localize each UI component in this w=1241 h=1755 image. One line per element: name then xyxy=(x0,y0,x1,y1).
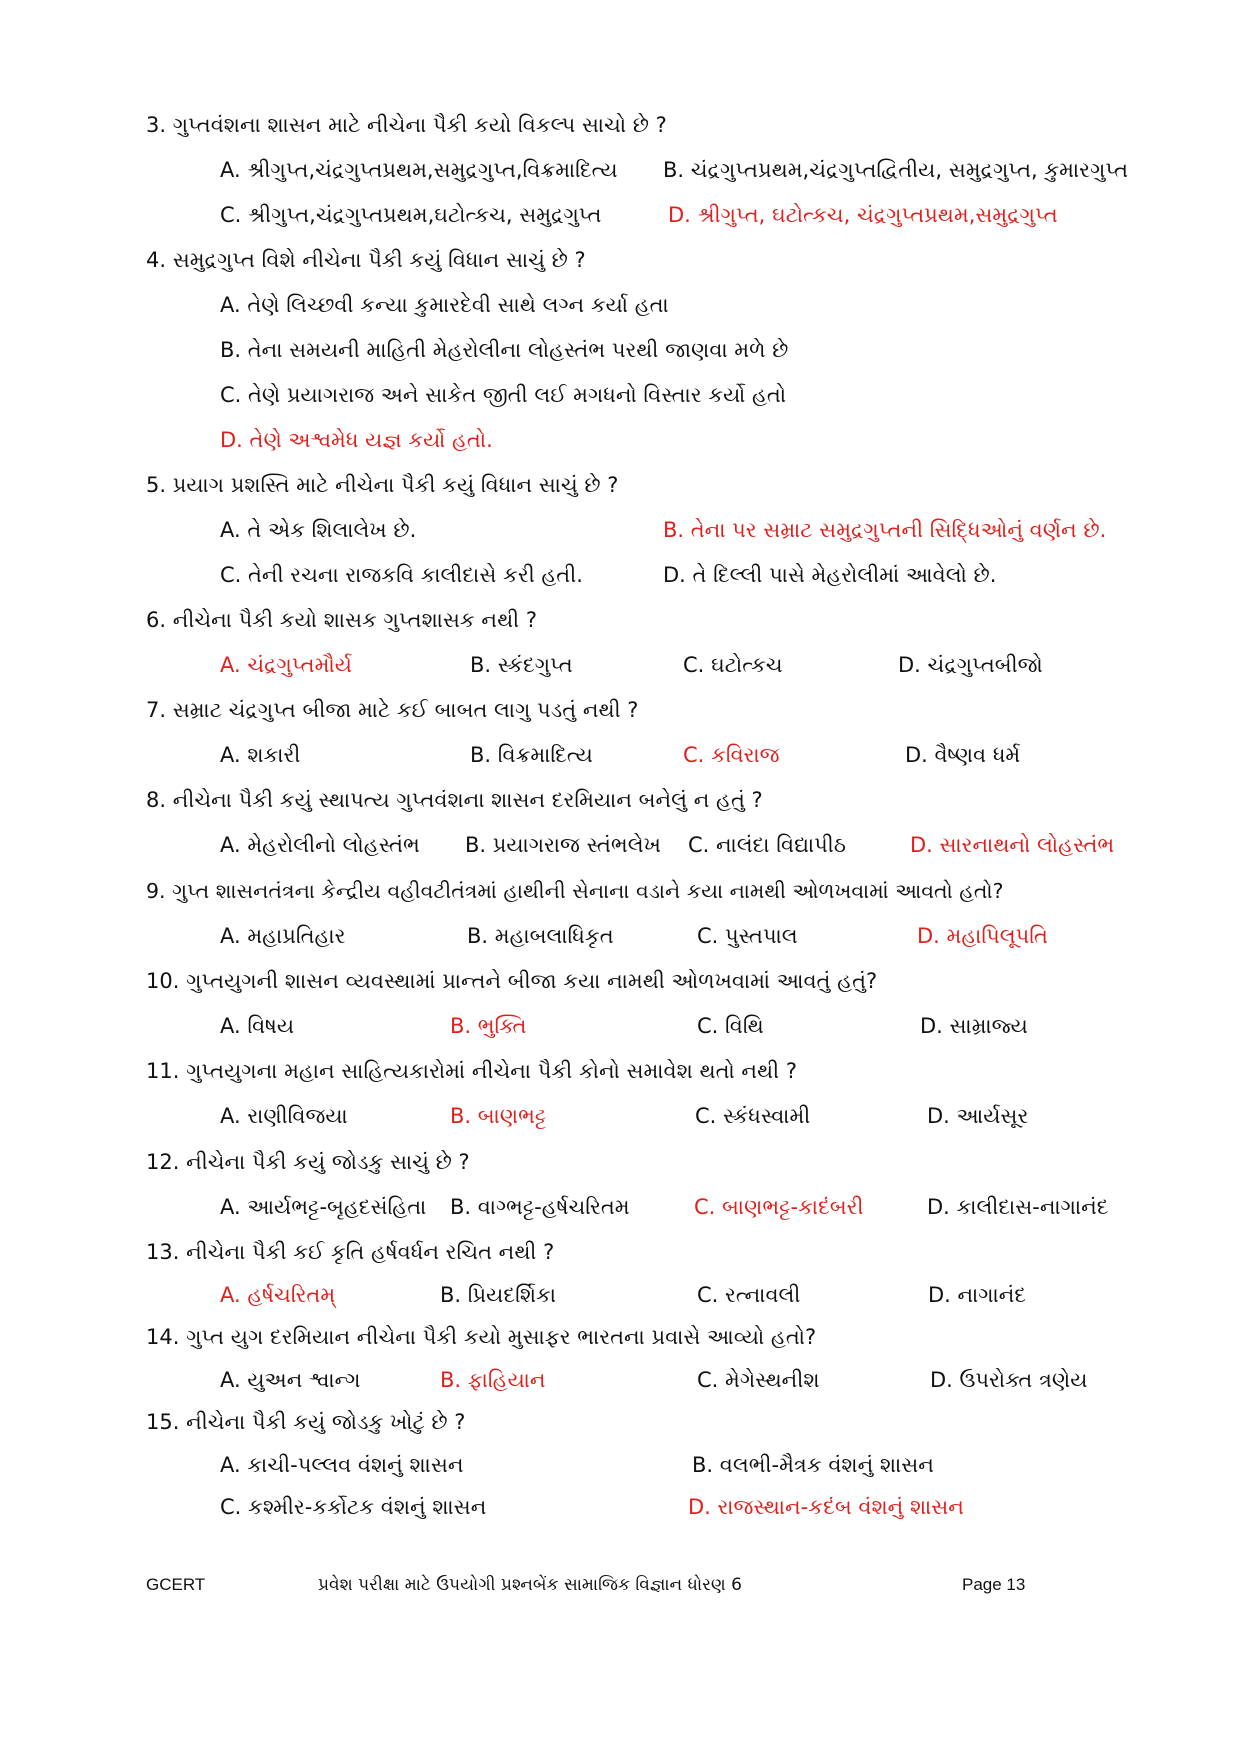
option-a: A. યુઅન શ્વાન્ગ xyxy=(220,1368,361,1392)
footer-page-number: Page 13 xyxy=(962,1575,1026,1594)
option-d: D. કાલીદાસ-નાગાનંદ xyxy=(927,1195,1109,1219)
question-text: 15. નીચેના પૈકી કયું જોડકુ ખોટું છે ? xyxy=(146,1410,466,1434)
option-d: D. નાગાનંદ xyxy=(928,1283,1027,1307)
option-d-correct: D. સારનાથનો લોહસ્તંભ xyxy=(910,833,1115,857)
option-a: A. શ્રીગુપ્ત,ચંદ્રગુપ્તપ્રથમ,સમુદ્રગુપ્ત,વિક્રમાદિત્ય xyxy=(220,158,618,182)
option-a: A. રાણીવિજયા xyxy=(220,1104,348,1128)
option-b: B. વિક્રમાદિત્ય xyxy=(470,743,593,767)
option-d: D. ચંદ્રગુપ્તબીજો xyxy=(898,653,1043,677)
option-a: A. વિષય xyxy=(220,1014,295,1038)
option-b-correct: B. ફાહિયાન xyxy=(440,1368,546,1392)
footer-title: પ્રવેશ પરીક્ષા માટે ઉપયોગી પ્રશ્નબેંક સામાજિક વિજ્ઞાન ધોરણ 6 xyxy=(318,1575,742,1595)
option-c: C. તેની રચના રાજકવિ કાલીદાસે કરી હતી. xyxy=(220,563,583,587)
option-c: C. પુસ્તપાલ xyxy=(697,924,798,948)
question-text: 14. ગુપ્ત યુગ દરમિયાન નીચેના પૈકી કયો મુસાફર ભારતના પ્રવાસે આવ્યો હતો? xyxy=(146,1325,817,1349)
option-c-correct: C. બાણભટ્ટ-કાદંબરી xyxy=(694,1195,864,1219)
option-d-correct: D. શ્રીગુપ્ત, ઘટોત્કચ, ચંદ્રગુપ્તપ્રથમ,સમુદ્રગુપ્ત xyxy=(668,203,1058,227)
option-b: B. પ્રિયદર્શિકા xyxy=(440,1283,556,1307)
option-c: C. રત્નાવલી xyxy=(697,1283,801,1307)
option-d: D. સામ્રાજ્ય xyxy=(920,1014,1028,1038)
option-b: B. ચંદ્રગુપ્તપ્રથમ,ચંદ્રગુપ્તદ્વિતીય, સમુદ્રગુપ્ત, કુમારગુપ્ત xyxy=(663,158,1129,182)
question-text: 4. સમુદ્રગુપ્ત વિશે નીચેના પૈકી કયું વિધાન સાચું છે ? xyxy=(146,248,586,272)
question-text: 3. ગુપ્તવંશના શાસન માટે નીચેના પૈકી કયો વિકલ્પ સાચો છે ? xyxy=(146,113,667,137)
option-b-correct: B. ભુક્તિ xyxy=(450,1014,527,1038)
question-text: 12. નીચેના પૈકી કયું જોડકુ સાચું છે ? xyxy=(146,1150,470,1174)
footer-publisher: GCERT xyxy=(146,1575,206,1594)
option-b-correct: B. બાણભટ્ટ xyxy=(450,1104,547,1128)
option-a: A. તેણે લિચ્છવી કન્યા કુમારદેવી સાથે લગ્ન કર્યા હતા xyxy=(220,293,669,317)
option-a: A. આર્યભટ્ટ-બૃહદસંહિતા xyxy=(220,1195,427,1219)
option-a: A. કાચી-પલ્લવ વંશનું શાસન xyxy=(220,1453,464,1477)
option-b: B. મહાબલાધિકૃત xyxy=(467,924,614,948)
option-c: C. ઘટોત્કચ xyxy=(683,653,783,677)
option-b: B. વલભી-મૈત્રક વંશનું શાસન xyxy=(692,1453,934,1477)
option-d: D. તે દિલ્લી પાસે મેહરોલીમાં આવેલો છે. xyxy=(663,563,997,587)
question-text: 7. સમ્રાટ ચંદ્રગુપ્ત બીજા માટે કઈ બાબત લાગુ પડતું નથી ? xyxy=(146,698,639,722)
option-a-correct: A. ચંદ્રગુપ્તમૌર્ય xyxy=(220,653,352,677)
option-b: B. વાગ્ભટ્ટ-હર્ષચરિતમ xyxy=(450,1195,630,1219)
option-a-correct: A. હર્ષચરિતમ્ xyxy=(220,1283,336,1307)
option-c-correct: C. કવિરાજ xyxy=(683,743,780,767)
option-d-correct: D. રાજસ્થાન-કદંબ વંશનું શાસન xyxy=(688,1495,964,1519)
option-b: B. તેના સમયની માહિતી મેહરોલીના લોહસ્તંભ પરથી જાણવા મળે છે xyxy=(220,338,789,362)
option-b: B. પ્રયાગરાજ સ્તંભલેખ xyxy=(465,833,661,857)
option-a: A. મહાપ્રતિહાર xyxy=(220,924,346,948)
option-c: C. શ્રીગુપ્ત,ચંદ્રગુપ્તપ્રથમ,ઘટોત્કચ, સમુદ્રગુપ્ત xyxy=(220,203,602,227)
option-c: C. મેગેસ્થનીશ xyxy=(697,1368,820,1392)
option-c: C. સ્કંધસ્વામી xyxy=(695,1104,811,1128)
question-text: 6. નીચેના પૈકી કયો શાસક ગુપ્તશાસક નથી ? xyxy=(146,608,537,632)
option-b: B. સ્કંદગુપ્ત xyxy=(470,653,573,677)
question-text: 9. ગુપ્ત શાસનતંત્રના કેન્દ્રીય વહીવટીતંત્રમાં હાથીની સેનાના વડાને કયા નામથી ઓળખવામાં આવતો હતો? xyxy=(146,879,1004,903)
option-d-correct: D. મહાપિલૂપતિ xyxy=(917,924,1048,948)
question-text: 8. નીચેના પૈકી કયું સ્થાપત્ય ગુપ્તવંશના શાસન દરમિયાન બનેલું ન હતું ? xyxy=(146,788,763,812)
option-a: A. તે એક શિલાલેખ છે. xyxy=(220,518,417,542)
option-a: A. શકારી xyxy=(220,743,301,767)
option-d-correct: D. તેણે અશ્વમેધ યજ્ઞ કર્યો હતો. xyxy=(220,428,493,452)
option-c: C. તેણે પ્રયાગરાજ અને સાકેત જીતી લઈ મગધનો વિસ્તાર કર્યો હતો xyxy=(220,383,787,407)
option-c: C. નાલંદા વિદ્યાપીઠ xyxy=(688,833,846,857)
option-a: A. મેહરોલીનો લોહસ્તંભ xyxy=(220,833,420,857)
option-d: D. વૈષ્ણવ ધર્મ xyxy=(905,743,1021,767)
option-c: C. કશ્મીર-કર્કોટક વંશનું શાસન xyxy=(220,1495,487,1519)
option-d: D. ઉપરોક્ત ત્રણેય xyxy=(930,1368,1088,1392)
option-d: D. આર્યસૂર xyxy=(927,1104,1029,1128)
option-b-correct: B. તેના પર સમ્રાટ સમુદ્રગુપ્તની સિદ્ધિઓનું વર્ણન છે. xyxy=(663,518,1107,542)
question-text: 10. ગુપ્તયુગની શાસન વ્યવસ્થામાં પ્રાન્તને બીજા કયા નામથી ઓળખવામાં આવતું હતું? xyxy=(146,969,878,993)
question-text: 13. નીચેના પૈકી કઈ કૃતિ હર્ષવર્ધન રચિત નથી ? xyxy=(146,1240,555,1264)
option-c: C. વિથિ xyxy=(697,1014,764,1038)
question-text: 5. પ્રયાગ પ્રશસ્તિ માટે નીચેના પૈકી કયું વિધાન સાચું છે ? xyxy=(146,473,619,497)
question-text: 11. ગુપ્તયુગના મહાન સાહિત્યકારોમાં નીચેના પૈકી કોનો સમાવેશ થતો નથી ? xyxy=(146,1059,797,1083)
